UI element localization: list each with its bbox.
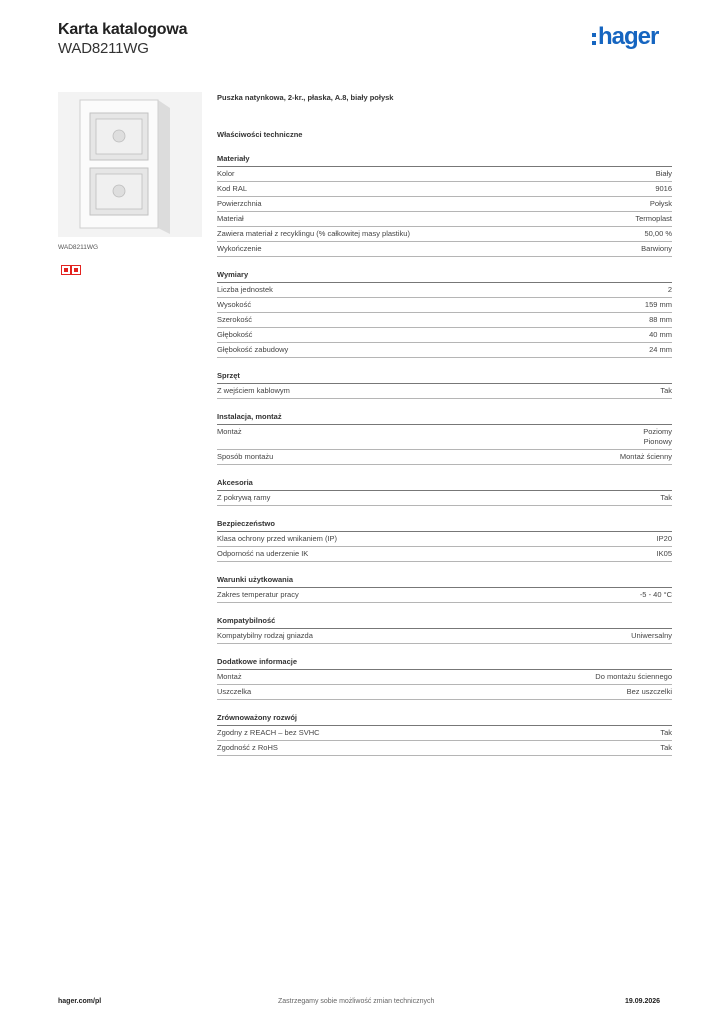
footer-disclaimer: Zastrzegamy sobie możliwość zmian technicznych: [278, 998, 435, 1005]
footer-website: hager.com/pl: [58, 998, 102, 1005]
spec-label: Powierzchnia: [217, 199, 262, 208]
spec-group: [217, 657, 672, 700]
spec-row: [217, 741, 672, 756]
spec-label: Uszczelka: [217, 687, 252, 696]
spec-value: IK05: [656, 549, 672, 558]
spec-row: [217, 532, 672, 547]
spec-sheet: [217, 93, 672, 756]
spec-row: [217, 328, 672, 343]
spec-row: [217, 685, 672, 700]
spec-value: Połysk: [649, 199, 672, 208]
spec-heading: Właściwości techniczne: [217, 130, 303, 139]
product-image: [58, 92, 202, 237]
spec-label: Zgodność z RoHS: [217, 743, 278, 752]
document-title: Karta katalogowa: [58, 21, 188, 38]
spec-row: [217, 212, 672, 227]
spec-row: [217, 491, 672, 506]
spec-value: Tak: [660, 743, 672, 752]
spec-value: Uniwersalny: [631, 631, 672, 640]
document-subtitle: WAD8211WG: [58, 40, 149, 57]
spec-value: Poziomy Pionowy: [643, 427, 672, 446]
spec-label: Kod RAL: [217, 184, 248, 193]
spec-label: Głębokość: [217, 330, 253, 339]
spec-value: Termoplast: [635, 214, 672, 223]
spec-group-title: Materiały: [217, 154, 672, 167]
logo-text: hager: [598, 23, 659, 50]
spec-group: [217, 478, 672, 506]
spec-row: [217, 384, 672, 399]
spec-value: Barwiony: [641, 244, 672, 253]
spec-group-title: Dodatkowe informacje: [217, 657, 672, 670]
spec-group: [217, 519, 672, 562]
spec-value: Tak: [660, 493, 672, 502]
spec-label: Kompatybilny rodzaj gniazda: [217, 631, 313, 640]
spec-group-title: Wymiary: [217, 270, 672, 283]
spec-row: [217, 425, 672, 450]
spec-value: 159 mm: [644, 300, 672, 309]
spec-value: 2: [667, 285, 672, 294]
spec-row: [217, 450, 672, 465]
spec-value: 24 mm: [649, 345, 672, 354]
spec-row: [217, 227, 672, 242]
spec-row: [217, 726, 672, 741]
spec-row: [217, 283, 672, 298]
spec-value: -5 - 40 °C: [639, 590, 672, 599]
spec-group: [217, 270, 672, 358]
spec-label: Wykończenie: [217, 244, 262, 253]
spec-row: [217, 670, 672, 685]
spec-label: Z pokrywą ramy: [217, 493, 271, 502]
spec-row: [217, 588, 672, 603]
spec-row: [217, 629, 672, 644]
spec-value: Tak: [660, 728, 672, 737]
logo-dots-icon: [592, 33, 596, 49]
spec-label: Zawiera materiał z recyklingu (% całkowitej masy plastiku): [217, 229, 410, 238]
surface-box-icon: [58, 92, 202, 237]
spec-value: Biały: [655, 169, 672, 178]
spec-group: [217, 154, 672, 257]
spec-label: Materiał: [217, 214, 244, 223]
spec-label: Kolor: [217, 169, 235, 178]
spec-group: [217, 616, 672, 644]
spec-label: Z wejściem kablowym: [217, 386, 290, 395]
spec-label: Montaż: [217, 427, 242, 436]
spec-label: Klasa ochrony przed wnikaniem (IP): [217, 534, 338, 543]
spec-value: Montaż ścienny: [619, 452, 672, 461]
spec-label: Liczba jednostek: [217, 285, 273, 294]
spec-label: Sposób montażu: [217, 452, 274, 461]
spec-row: [217, 182, 672, 197]
spec-value: 40 mm: [649, 330, 672, 339]
spec-group: [217, 575, 672, 603]
spec-label: Szerokość: [217, 315, 253, 324]
spec-group-title: Zrównoważony rozwój: [217, 713, 672, 726]
spec-value: Bez uszczelki: [626, 687, 672, 696]
footer-date: 19.09.2026: [625, 998, 661, 1005]
spec-value: IP20: [656, 534, 672, 543]
spec-label: Zakres temperatur pracy: [217, 590, 299, 599]
spec-label: Odporność na uderzenie IK: [217, 549, 309, 558]
hager-logo: [592, 23, 676, 56]
spec-row: [217, 167, 672, 182]
spec-row: [217, 298, 672, 313]
spec-groups: [217, 154, 672, 756]
spec-label: Głębokość zabudowy: [217, 345, 289, 354]
spec-value: Do montażu ściennego: [595, 672, 672, 681]
spec-group: [217, 412, 672, 465]
spec-row: [217, 197, 672, 212]
spec-label: Montaż: [217, 672, 242, 681]
spec-group-title: Warunki użytkowania: [217, 575, 672, 588]
spec-value: 50,00 %: [644, 229, 672, 238]
spec-row: [217, 343, 672, 358]
spec-value: 88 mm: [649, 315, 672, 324]
spec-group-title: Bezpieczeństwo: [217, 519, 672, 532]
spec-value: Tak: [660, 386, 672, 395]
spec-group-title: Instalacja, montaż: [217, 412, 672, 425]
spec-group: [217, 371, 672, 399]
spec-group: [217, 713, 672, 756]
product-image-caption: WAD8211WG: [58, 244, 99, 251]
product-name: Puszka natynkowa, 2-kr., płaska, A.8, biały połysk: [217, 93, 394, 102]
spec-row: [217, 547, 672, 562]
spec-row: [217, 242, 672, 257]
spec-label: Wysokość: [217, 300, 252, 309]
spec-group-title: Sprzęt: [217, 371, 672, 384]
spec-group-title: Akcesoria: [217, 478, 672, 491]
spec-group-title: Kompatybilność: [217, 616, 672, 629]
spec-label: Zgodny z REACH – bez SVHC: [217, 728, 320, 737]
spec-value: 9016: [655, 184, 672, 193]
ip-badge-icon: [61, 265, 81, 275]
spec-row: [217, 313, 672, 328]
